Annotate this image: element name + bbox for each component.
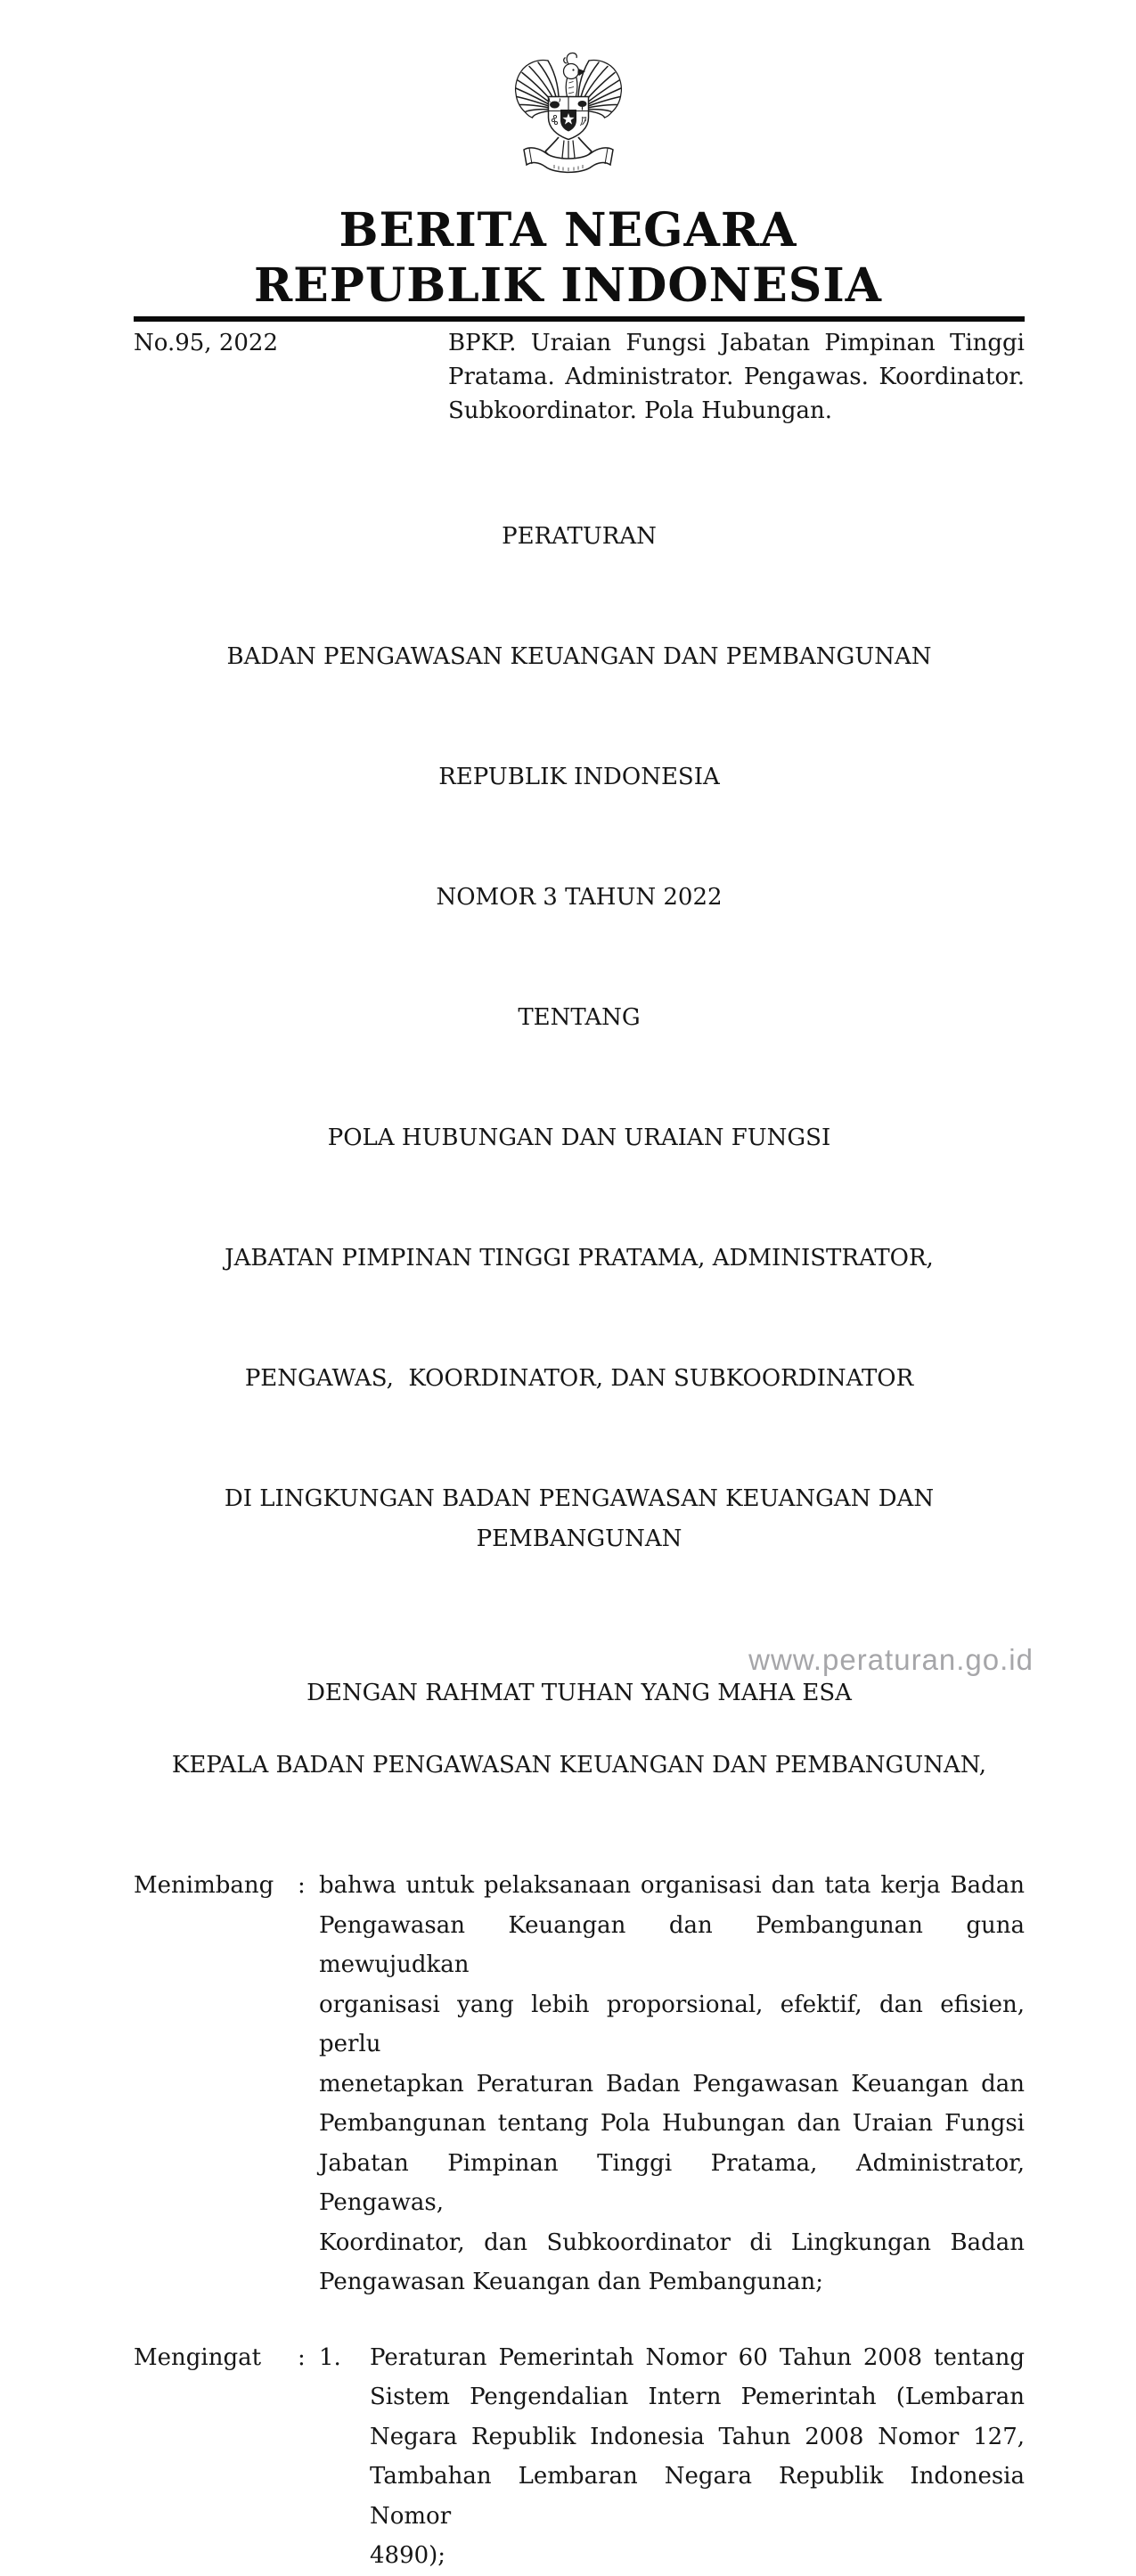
gazette-title-line1: BERITA NEGARA	[339, 203, 797, 258]
gazette-number: No.95, 2022	[134, 330, 278, 356]
gazette-title	[0, 203, 1136, 314]
title-line: TENTANG	[518, 1004, 641, 1031]
watermark: www.peraturan.go.id	[748, 1643, 1034, 1676]
considering-text	[319, 1866, 1025, 2302]
item-number: 1.	[319, 2343, 341, 2371]
text-line: organisasi yang lebih proporsional, efektif, dan efisien, perlu	[319, 1991, 1025, 2057]
text-line: Pembangunan tentang Pola Hubungan dan Uraian Fungsi	[319, 2110, 1025, 2137]
legal-basis-section	[134, 2338, 1025, 2576]
text-line: menetapkan Peraturan Badan Pengawasan Keuangan dan	[319, 2070, 1025, 2098]
title-line: PENGAWAS, KOORDINATOR, DAN SUBKOORDINATOR	[244, 1365, 914, 1392]
title-line: BADAN PENGAWASAN KEUANGAN DAN PEMBANGUNAN	[226, 643, 932, 670]
section-label: Mengingat	[134, 2343, 262, 2371]
emblem-container	[0, 0, 1136, 185]
official-line: KEPALA BADAN PENGAWASAN KEUANGAN DAN PEMBANGUNAN,	[171, 1752, 987, 1779]
invocation-line: DENGAN RAHMAT TUHAN YANG MAHA ESA	[306, 1680, 852, 1706]
text-line: Pengawasan Keuangan dan Pembangunan guna mewujudkan	[319, 1911, 1025, 1978]
section-colon: :	[298, 2343, 306, 2371]
subject-line: Pratama. Administrator. Pengawas. Koordinator.	[448, 364, 1025, 390]
gazette-subject	[448, 326, 1025, 428]
considering-section	[134, 1866, 1025, 2302]
text-line: Sistem Pengendalian Intern Pemerintah (Lembaran	[370, 2384, 1025, 2410]
gazette-title-line2: REPUBLIK INDONESIA	[253, 258, 883, 313]
text-line: Tambahan Lembaran Negara Republik Indonesia Nomor	[370, 2463, 1025, 2530]
masthead-rule	[134, 316, 1025, 322]
text-line: Pengawasan Keuangan dan Pembangunan;	[319, 2269, 824, 2295]
title-line: NOMOR 3 TAHUN 2022	[436, 884, 723, 911]
title-line: JABATAN PIMPINAN TINGGI PRATAMA, ADMINISTRATOR,	[225, 1245, 934, 1272]
subject-line: Subkoordinator. Pola Hubungan.	[448, 397, 832, 424]
title-line: REPUBLIK INDONESIA	[438, 764, 720, 790]
section-colon: :	[298, 1872, 306, 1899]
text-line: Jabatan Pimpinan Tinggi Pratama, Administrator, Pengawas,	[319, 2149, 1025, 2216]
subject-line: BPKP. Uraian Fungsi Jabatan Pimpinan Tinggi	[448, 330, 1025, 356]
title-line: PERATURAN	[502, 523, 657, 550]
text-line: bahwa untuk pelaksanaan organisasi dan tata kerja Badan	[319, 1872, 1025, 1899]
title-line: POLA HUBUNGAN DAN URAIAN FUNGSI	[327, 1124, 831, 1151]
garuda-pancasila-icon	[502, 37, 635, 182]
text-line: Peraturan Pemerintah Nomor 60 Tahun 2008 tentang	[370, 2343, 1025, 2371]
text-line: Koordinator, dan Subkoordinator di Lingkungan Badan	[319, 2228, 1025, 2256]
masthead-row	[134, 326, 1025, 428]
section-label: Menimbang	[134, 1872, 274, 1899]
title-line: DI LINGKUNGAN BADAN PENGAWASAN KEUANGAN DAN PEMBANGUNAN	[224, 1485, 942, 1552]
text-line: Negara Republik Indonesia Tahun 2008 Nomor 127,	[370, 2423, 1025, 2450]
regulation-title-block	[134, 437, 1025, 1640]
legal-basis-text	[370, 2338, 1025, 2576]
text-line: 4890);	[370, 2542, 446, 2569]
